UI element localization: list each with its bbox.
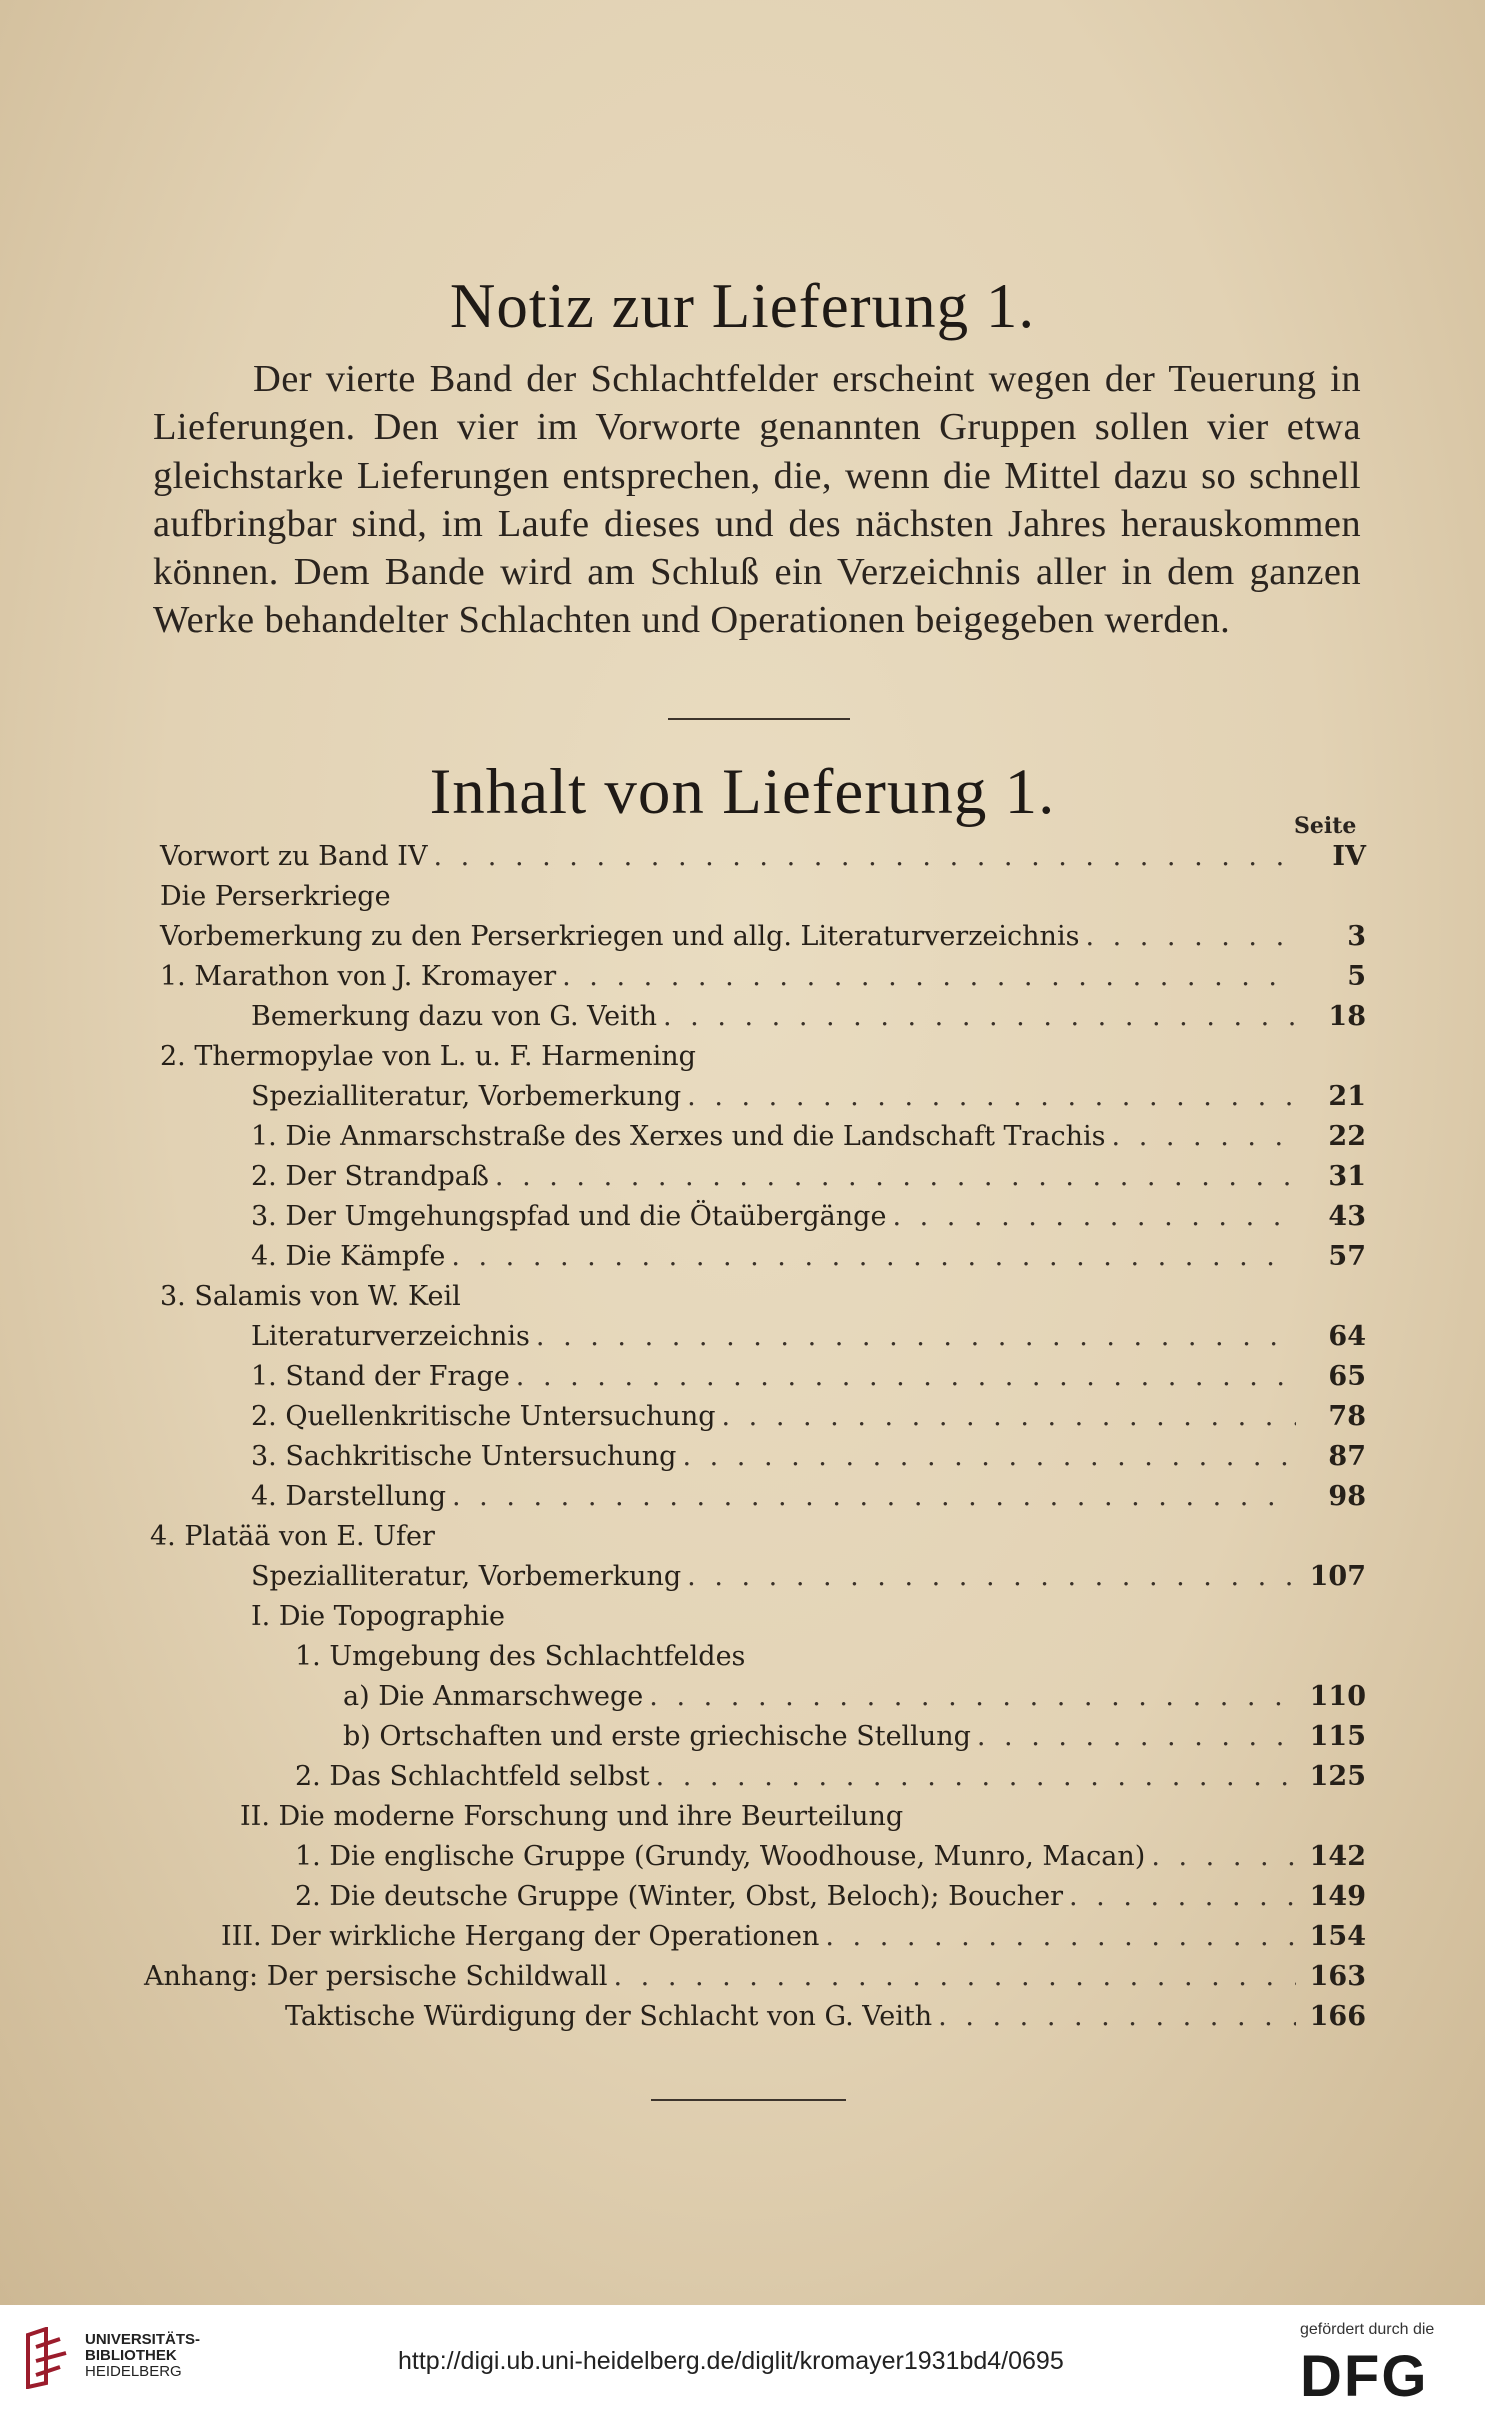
toc-entry[interactable]: Taktische Würdigung der Schlacht von G. Veith . . . 166 xyxy=(285,2001,1366,2041)
leader-dots xyxy=(681,1081,1296,1112)
leader-dots xyxy=(681,1561,1296,1592)
toc-entry[interactable]: 2. Die deutsche Gruppe (Winter, Obst, Beloch); Boucher . . . 149 xyxy=(295,1881,1366,1921)
toc-entry[interactable]: 2. Das Schlachtfeld selbst . . . 125 xyxy=(295,1761,1366,1801)
leader-dots xyxy=(657,1001,1296,1032)
toc-entry: II. Die moderne Forschung und ihre Beurteilung xyxy=(240,1801,904,1832)
toc-page: 21 xyxy=(1328,1081,1366,1112)
toc-entry[interactable]: Bemerkung dazu von G. Veith . . . 18 xyxy=(251,1001,1366,1041)
toc-entry[interactable]: 2. Der Strandpaß . . . 31 xyxy=(251,1161,1366,1201)
toc-page: 3 xyxy=(1347,921,1366,952)
toc-entry[interactable]: Literaturverzeichnis . . . 64 xyxy=(251,1321,1366,1361)
toc-entry[interactable]: 3. Sachkritische Untersuchung . . . 87 xyxy=(251,1441,1366,1481)
toc-page: 110 xyxy=(1309,1681,1366,1712)
toc-page: 149 xyxy=(1309,1881,1366,1912)
toc-page: 65 xyxy=(1328,1361,1366,1392)
toc-page: 125 xyxy=(1309,1761,1366,1792)
toc-entry[interactable]: 4. Die Kämpfe . . . 57 xyxy=(251,1241,1366,1281)
toc-page: 57 xyxy=(1328,1241,1366,1272)
toc-entry[interactable]: Vorbemerkung zu den Perserkriegen und allg. Literaturverzeichnis . . . 3 xyxy=(160,921,1366,961)
toc-entry[interactable]: 1. Die englische Gruppe (Grundy, Woodhouse, Munro, Macan) . . . 142 xyxy=(295,1841,1366,1881)
contents-title: Inhalt von Lieferung 1. xyxy=(429,756,1056,828)
leader-dots xyxy=(1063,1881,1296,1912)
leader-dots xyxy=(530,1321,1296,1352)
dfg-logo: DFG xyxy=(1300,2344,1429,2409)
toc-page: 115 xyxy=(1309,1721,1366,1752)
leader-dots xyxy=(556,961,1296,992)
leader-dots xyxy=(650,1761,1296,1792)
leader-dots xyxy=(1145,1841,1296,1872)
leader-dots xyxy=(427,841,1296,872)
toc-page: 166 xyxy=(1309,2001,1366,2032)
toc-page: 78 xyxy=(1328,1401,1366,1432)
toc-entry: 4. Platää von E. Ufer xyxy=(150,1521,435,1552)
notice-text: Der vierte Band der Schlachtfelder erscheint wegen der Teuerung in Lieferungen. Den vier im Vorworte genannten Gruppen sollen vier etwa gleichstarke Lieferungen entsprechen, die, wenn die Mittel dazu so schnell aufbringbar sind, im Laufe dieses und des nächsten Jahres herauskommen können. Dem Bande wird am Schluß ein Verzeichnis aller in dem ganzen Werke behandelter Schlachten und Operationen beigegeben werden. xyxy=(153,358,1361,642)
toc-entry: I. Die Topographie xyxy=(251,1601,505,1632)
toc-entry: 3. Salamis von W. Keil xyxy=(160,1281,461,1312)
toc-page: 43 xyxy=(1328,1201,1366,1232)
toc-entry[interactable]: 1. Stand der Frage . . . 65 xyxy=(251,1361,1366,1401)
toc-page: 22 xyxy=(1328,1121,1366,1152)
leader-dots xyxy=(932,2001,1296,2032)
toc-page: 87 xyxy=(1328,1441,1366,1472)
toc-page: 98 xyxy=(1328,1481,1366,1512)
toc-entry[interactable]: 2. Quellenkritische Untersuchung . . . 78 xyxy=(251,1401,1366,1441)
leader-dots xyxy=(886,1201,1296,1232)
page-column-header: Seite xyxy=(1294,813,1357,839)
toc-entry[interactable]: Spezialliteratur, Vorbemerkung . . . 107 xyxy=(251,1561,1366,1601)
leader-dots xyxy=(971,1721,1296,1752)
leader-dots xyxy=(446,1481,1296,1512)
toc-page: 107 xyxy=(1309,1561,1366,1592)
toc-entry[interactable]: Spezialliteratur, Vorbemerkung . . . 21 xyxy=(251,1081,1366,1121)
toc-entry: Die Perserkriege xyxy=(160,881,391,912)
toc-page: 5 xyxy=(1347,961,1366,992)
leader-dots xyxy=(676,1441,1296,1472)
leader-dots xyxy=(445,1241,1296,1272)
section-divider xyxy=(651,2099,846,2101)
toc-entry[interactable]: b) Ortschaften und erste griechische Stellung . . . 115 xyxy=(343,1721,1366,1761)
toc-entry[interactable]: 1. Die Anmarschstraße des Xerxes und die Landschaft Trachis . . . 22 xyxy=(251,1121,1366,1161)
leader-dots xyxy=(1079,921,1296,952)
toc-page: 142 xyxy=(1309,1841,1366,1872)
university-library-logo-icon xyxy=(16,2327,76,2389)
toc-entry[interactable]: 4. Darstellung . . . 98 xyxy=(251,1481,1366,1521)
leader-dots xyxy=(510,1361,1296,1392)
toc-entry: 2. Thermopylae von L. u. F. Harmening xyxy=(160,1041,696,1072)
toc-entry[interactable]: 3. Der Umgehungspfad und die Ötaübergänge . . . 43 xyxy=(251,1201,1366,1241)
toc-page: 154 xyxy=(1309,1921,1366,1952)
leader-dots xyxy=(489,1161,1296,1192)
leader-dots xyxy=(643,1681,1296,1712)
toc-page: 31 xyxy=(1328,1161,1366,1192)
toc-entry[interactable]: 1. Marathon von J. Kromayer . . . 5 xyxy=(160,961,1366,1001)
library-name: UNIVERSITÄTS- BIBLIOTHEK HEIDELBERG xyxy=(85,2331,201,2380)
toc-page: 163 xyxy=(1309,1961,1366,1992)
toc-page: 64 xyxy=(1328,1321,1366,1352)
toc-page: 18 xyxy=(1328,1001,1366,1032)
leader-dots xyxy=(1106,1121,1296,1152)
viewer-footer xyxy=(0,2305,1485,2415)
notice-title: Notiz zur Lieferung 1. xyxy=(449,271,1036,341)
leader-dots xyxy=(819,1921,1296,1952)
toc-entry: 1. Umgebung des Schlachtfeldes xyxy=(295,1641,746,1672)
leader-dots xyxy=(716,1401,1297,1432)
toc-entry[interactable]: Vorwort zu Band IV . . . IV xyxy=(160,841,1366,881)
permalink-url[interactable]: http://digi.ub.uni-heidelberg.de/diglit/kromayer1931bd4/0695 xyxy=(398,2347,1064,2375)
toc-entry[interactable]: III. Der wirkliche Hergang der Operationen . . . 154 xyxy=(221,1921,1366,1961)
leader-dots xyxy=(607,1961,1296,1992)
toc-entry[interactable]: Anhang: Der persische Schildwall . . . 163 xyxy=(144,1961,1366,2001)
toc-page: IV xyxy=(1332,841,1366,872)
sponsor-label: gefördert durch die xyxy=(1300,2321,1435,2338)
toc-entry[interactable]: a) Die Anmarschwege . . . 110 xyxy=(343,1681,1366,1721)
